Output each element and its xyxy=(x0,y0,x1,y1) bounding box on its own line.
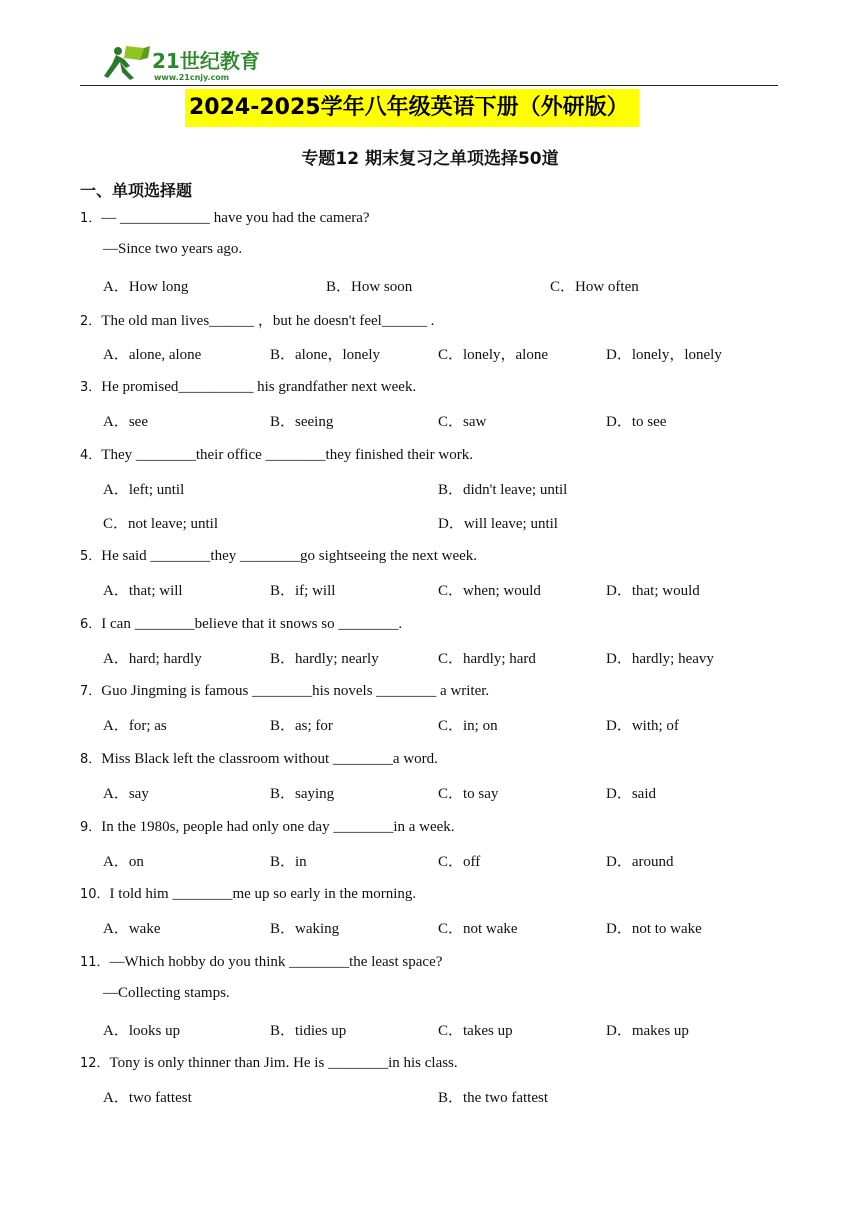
question-number: 6． xyxy=(80,617,102,632)
option-c[interactable]: C．to say xyxy=(438,786,499,802)
option-d[interactable]: D．will leave; until xyxy=(438,516,558,532)
question-11 xyxy=(80,951,442,971)
option-b[interactable]: B．waking xyxy=(270,921,340,937)
option-d[interactable]: D．that; would xyxy=(606,583,700,599)
question-stem: Tony is only thinner than Jim. He is ________in his class. xyxy=(109,1055,458,1071)
question-8 xyxy=(80,748,438,768)
option-b[interactable]: B．didn't leave; until xyxy=(438,482,568,498)
option-d[interactable]: D．around xyxy=(606,854,674,870)
option-d[interactable]: D．said xyxy=(606,786,656,802)
option-a[interactable]: A．on xyxy=(103,854,144,870)
runner-icon xyxy=(104,46,150,80)
option-a[interactable]: A．that; will xyxy=(103,583,183,599)
option-d[interactable]: D．lonely，lonely xyxy=(606,347,722,363)
option-b[interactable]: B．if; will xyxy=(270,583,336,599)
option-d[interactable]: D．not to wake xyxy=(606,921,702,937)
title-banner: 2024-2025学年八年级英语下册（外研版） xyxy=(185,89,639,127)
option-a[interactable]: A．say xyxy=(103,786,149,802)
question-number: 2． xyxy=(80,314,102,329)
option-c[interactable]: C．How often xyxy=(550,279,639,295)
question-9 xyxy=(80,816,455,836)
question-stem: — ____________ have you had the camera? xyxy=(101,210,370,226)
option-a[interactable]: A．hard; hardly xyxy=(103,651,202,667)
question-stem: I can ________believe that it snows so ________. xyxy=(101,616,403,632)
option-c[interactable]: C．in; on xyxy=(438,718,498,734)
option-a[interactable]: A．for; as xyxy=(103,718,167,734)
option-c[interactable]: C．not leave; until xyxy=(103,516,218,532)
option-c[interactable]: C．not wake xyxy=(438,921,518,937)
question-number: 11． xyxy=(80,955,110,970)
question-number: 8． xyxy=(80,752,102,767)
question-2 xyxy=(80,309,434,330)
question-6 xyxy=(80,613,402,633)
option-c[interactable]: C．off xyxy=(438,854,481,870)
question-3 xyxy=(80,376,416,396)
option-b[interactable]: B．seeing xyxy=(270,414,334,430)
question-number: 3． xyxy=(80,380,102,395)
question-number: 9． xyxy=(80,820,102,835)
logo-url: www.21cnjy.com xyxy=(154,73,230,82)
option-c[interactable]: C．lonely，alone xyxy=(438,347,548,363)
section-heading: 一、单项选择题 xyxy=(80,181,193,200)
option-a[interactable]: A．looks up xyxy=(103,1023,181,1039)
question-12 xyxy=(80,1052,458,1072)
question-line: —Collecting stamps. xyxy=(103,985,230,1001)
option-b[interactable]: B．as; for xyxy=(270,718,333,734)
option-b[interactable]: B．alone，lonely xyxy=(270,347,380,363)
question-stem: Guo Jingming is famous ________his novels ________ a writer. xyxy=(101,683,490,699)
option-a[interactable]: A．left; until xyxy=(103,482,185,498)
header-rule xyxy=(80,85,778,86)
question-number: 7． xyxy=(80,684,102,699)
question-4 xyxy=(80,444,473,464)
question-stem: He promised__________ his grandfather next week. xyxy=(101,379,417,395)
question-stem: —Which hobby do you think ________the least space? xyxy=(109,954,443,970)
question-number: 1． xyxy=(80,211,102,226)
option-b[interactable]: B．saying xyxy=(270,786,335,802)
logo xyxy=(104,44,269,84)
question-stem: The old man lives______ ，but he doesn't feel______ . xyxy=(101,313,435,329)
question-line: —Since two years ago. xyxy=(103,241,243,257)
question-stem: They ________their office ________they finished their work. xyxy=(101,447,474,463)
question-stem: I told him ________me up so early in the morning. xyxy=(109,886,417,902)
question-number: 4． xyxy=(80,448,102,463)
question-10 xyxy=(80,883,416,903)
question-stem: He said ________they ________go sightseeing the next week. xyxy=(101,548,478,564)
question-1 xyxy=(80,207,370,227)
option-a[interactable]: A．How long xyxy=(103,279,189,295)
option-b[interactable]: B．hardly; nearly xyxy=(270,651,379,667)
option-d[interactable]: D．with; of xyxy=(606,718,679,734)
question-number: 5． xyxy=(80,549,102,564)
option-a[interactable]: A．see xyxy=(103,414,148,430)
page-subtitle: 专题12 期末复习之单项选择50道 xyxy=(301,149,559,169)
option-b[interactable]: B．How soon xyxy=(326,279,413,295)
option-c[interactable]: C．saw xyxy=(438,414,487,430)
option-b[interactable]: B．in xyxy=(270,854,307,870)
option-d[interactable]: D．to see xyxy=(606,414,667,430)
question-number: 12． xyxy=(80,1056,110,1071)
option-a[interactable]: A．alone, alone xyxy=(103,347,202,363)
option-a[interactable]: A．two fattest xyxy=(103,1090,192,1106)
option-d[interactable]: D．hardly; heavy xyxy=(606,651,714,667)
option-d[interactable]: D．makes up xyxy=(606,1023,689,1039)
option-a[interactable]: A．wake xyxy=(103,921,161,937)
question-5 xyxy=(80,545,477,565)
question-number: 10． xyxy=(80,887,110,902)
option-b[interactable]: B．tidies up xyxy=(270,1023,347,1039)
logo-text: 21世纪教育 xyxy=(152,49,260,73)
question-7 xyxy=(80,680,489,700)
option-c[interactable]: C．hardly; hard xyxy=(438,651,536,667)
question-stem: Miss Black left the classroom without ________a word. xyxy=(101,751,438,767)
option-c[interactable]: C．when; would xyxy=(438,583,541,599)
option-b[interactable]: B．the two fattest xyxy=(438,1090,548,1106)
option-c[interactable]: C．takes up xyxy=(438,1023,513,1039)
question-stem: In the 1980s, people had only one day ________in a week. xyxy=(101,819,455,835)
